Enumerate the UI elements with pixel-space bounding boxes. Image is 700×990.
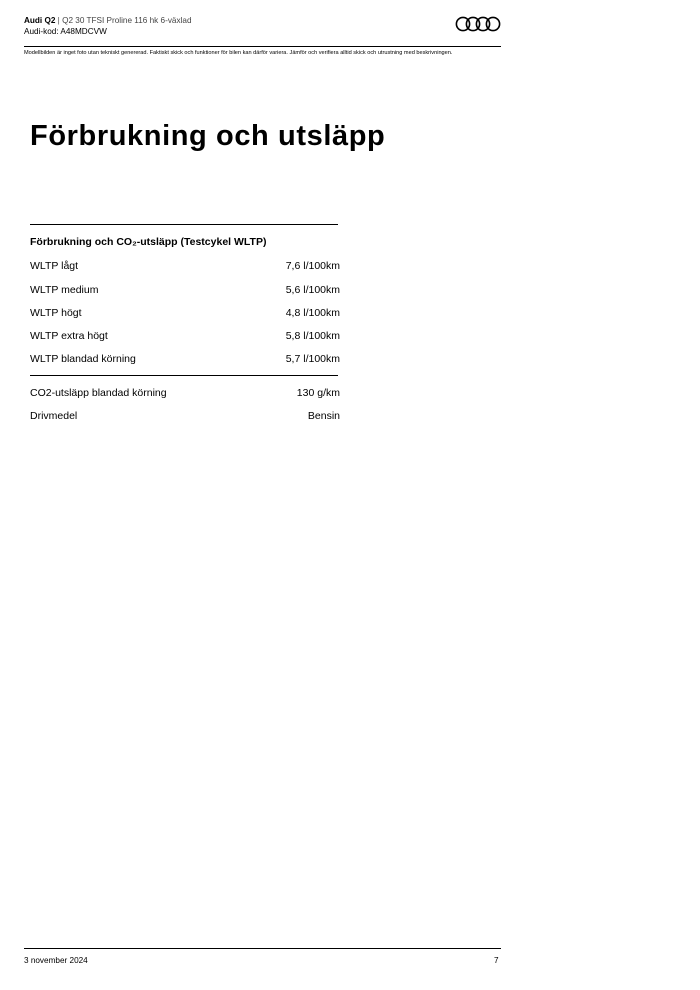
table-mid-divider <box>30 375 338 376</box>
page-title: Förbrukning och utsläpp <box>30 120 386 152</box>
page-number: 7 <box>494 956 499 965</box>
audi-rings-icon <box>455 15 501 33</box>
row-value: 4,8 l/100km <box>285 307 340 319</box>
row-value: Bensin <box>307 410 340 422</box>
row-value: 5,6 l/100km <box>285 284 340 296</box>
model-variant: Q2 30 TFSI Proline 116 hk 6-växlad <box>62 16 192 25</box>
consumption-heading: Förbrukning och CO₂-utsläpp (Testcykel WLTP) <box>30 236 267 248</box>
row-label: WLTP högt <box>30 307 82 319</box>
row-label: WLTP medium <box>30 284 99 296</box>
header-title <box>24 15 192 26</box>
disclaimer-text: Modellbilden är inget foto utan tekniskt genererad. Faktiskt skick och funktioner för bilen kan därför variera. Jämför och verifiera alltid skick och utrustning med beskrivningen. <box>24 50 453 56</box>
footer-divider <box>24 948 501 949</box>
row-value: 5,8 l/100km <box>285 330 340 342</box>
row-label: WLTP extra högt <box>30 330 108 342</box>
row-label: WLTP blandad körning <box>30 353 136 365</box>
table-top-divider <box>30 224 338 225</box>
header-separator: | <box>57 16 60 25</box>
row-label: CO2-utsläpp blandad körning <box>30 387 167 399</box>
row-label: Drivmedel <box>30 410 78 422</box>
header-divider <box>24 46 501 47</box>
footer-date: 3 november 2024 <box>24 956 88 965</box>
audi-code: Audi-kod: A48MDCVW <box>24 27 107 36</box>
row-value: 7,6 l/100km <box>285 260 340 272</box>
row-value: 130 g/km <box>296 387 340 399</box>
model-name: Audi Q2 <box>24 16 56 25</box>
row-value: 5,7 l/100km <box>285 353 340 365</box>
row-label: WLTP lågt <box>30 260 79 272</box>
